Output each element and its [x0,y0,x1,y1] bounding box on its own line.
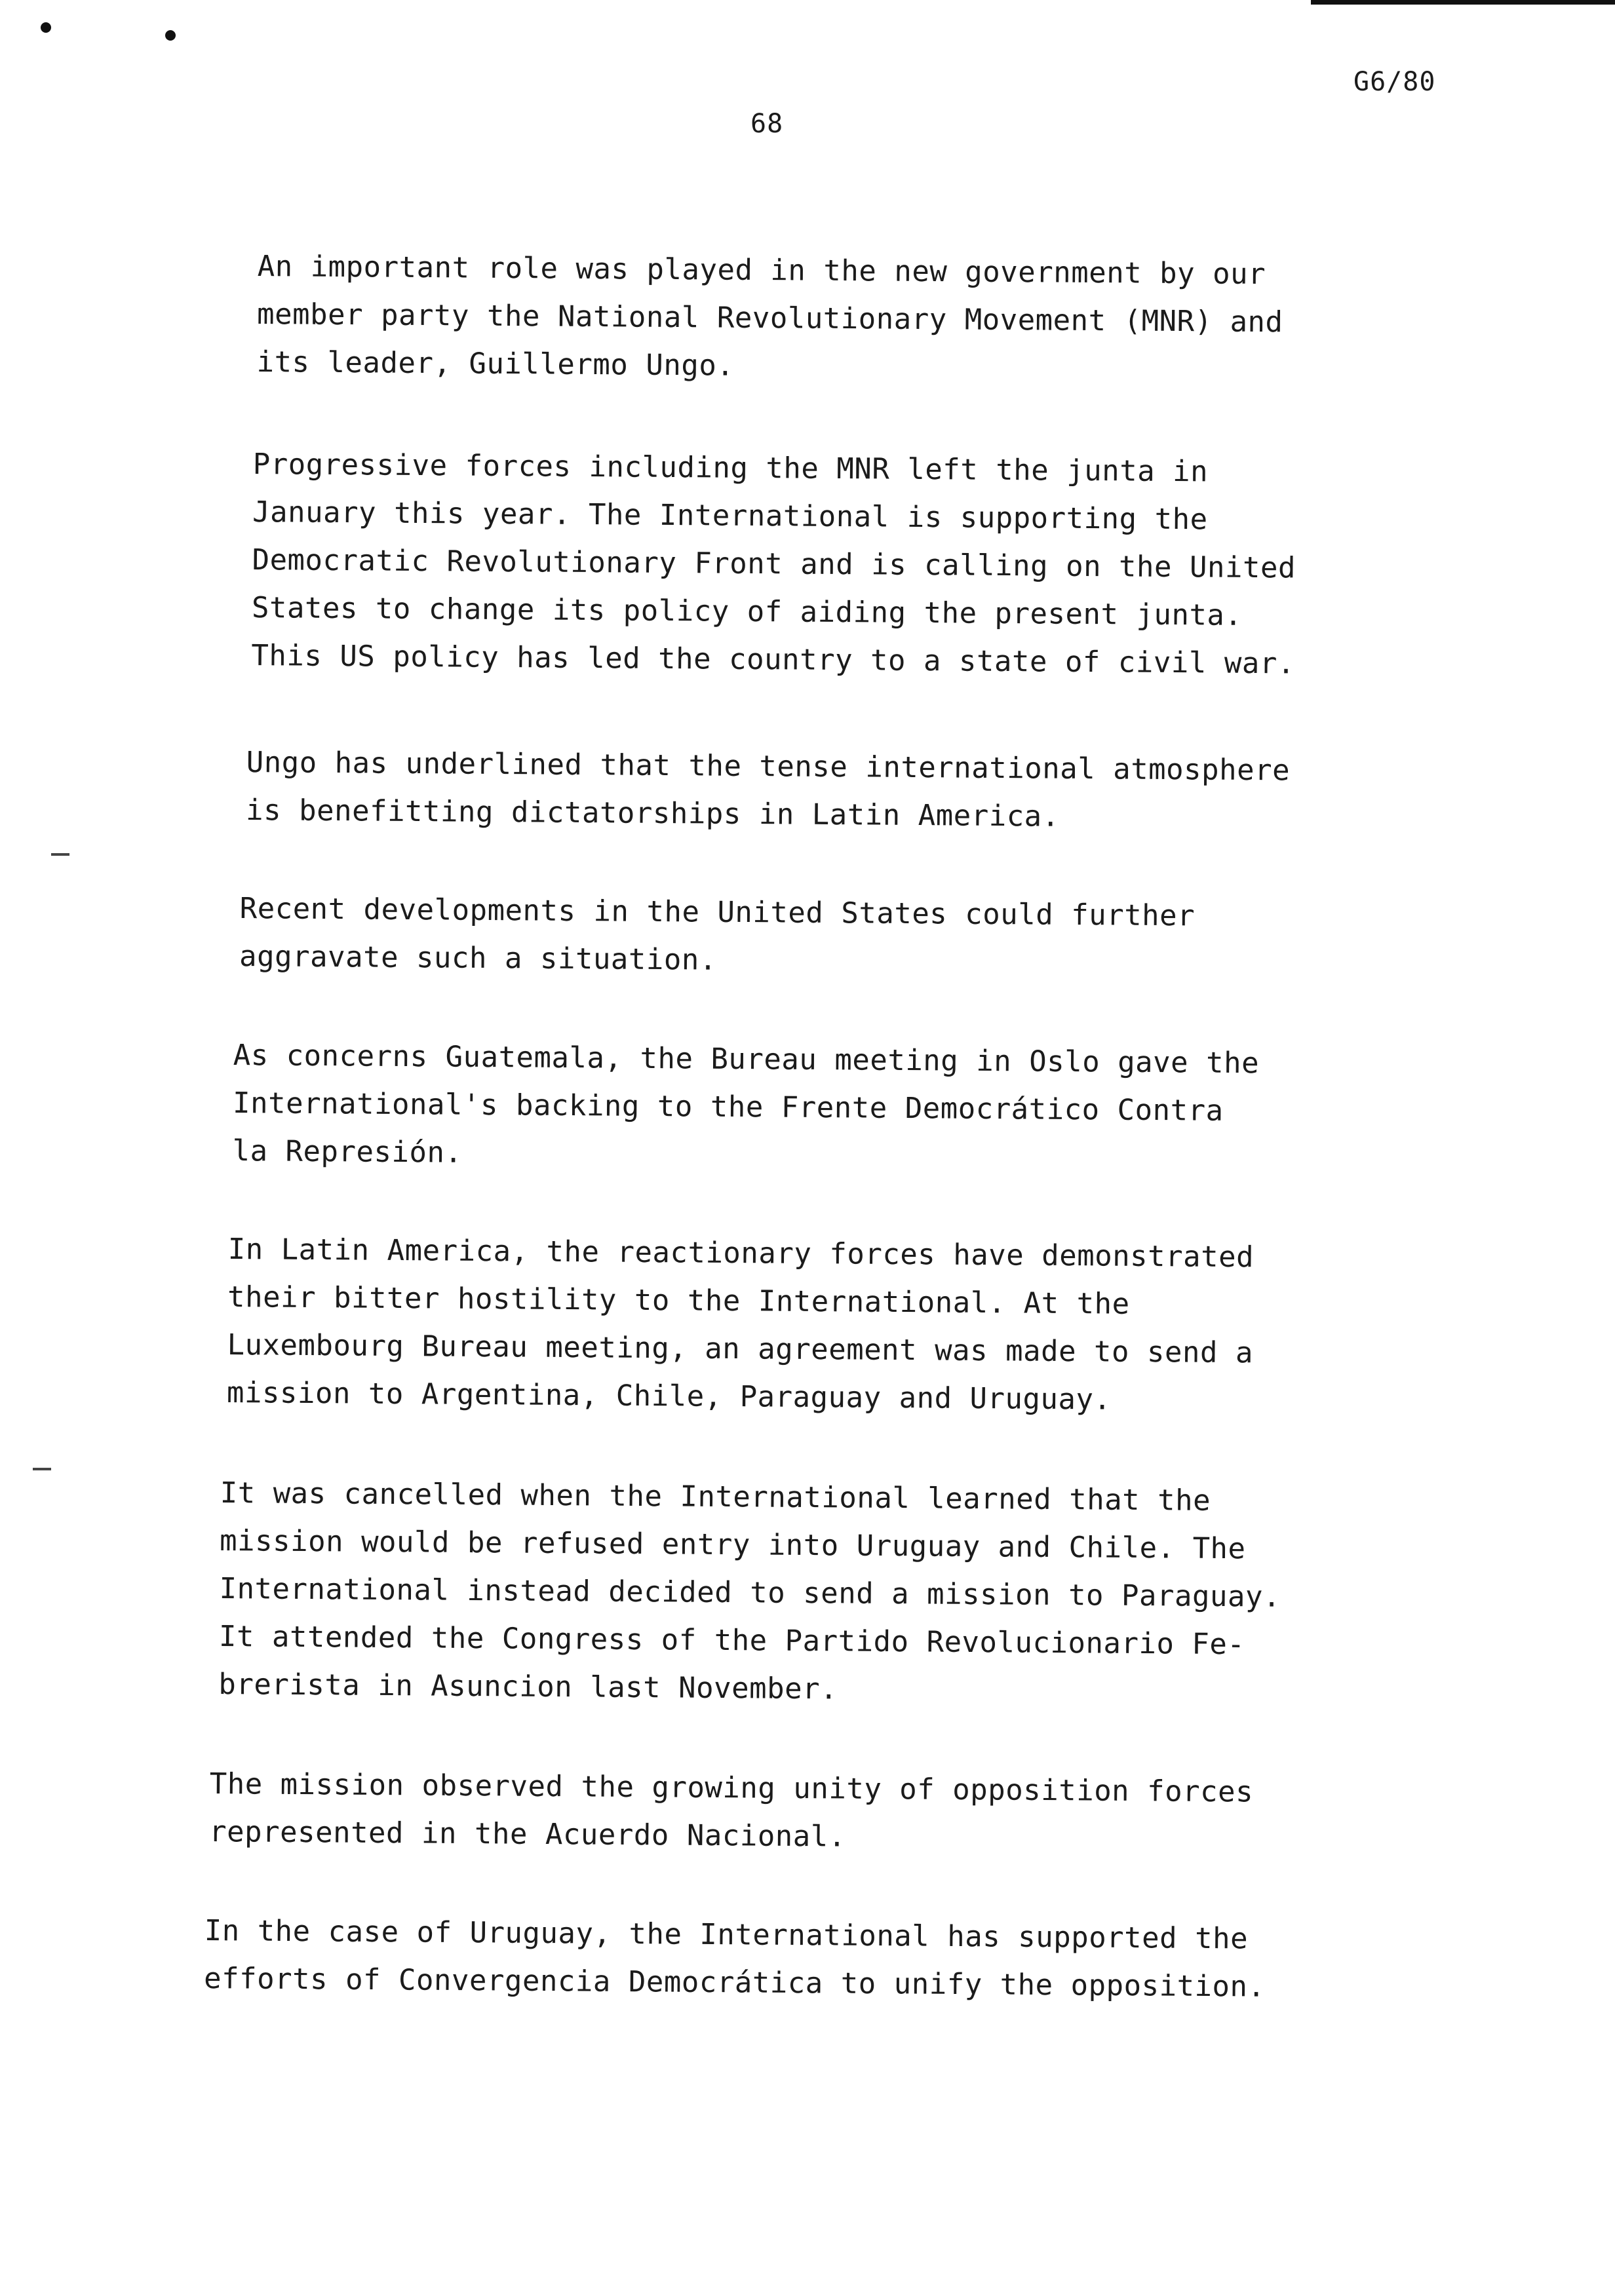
page-number: 68 [750,109,784,139]
text-line: International instead decided to send a mission to Paraguay. [219,1571,1281,1614]
paragraph-uruguay [204,1907,1266,2011]
text-line: An important role was played in the new government by our [257,249,1266,292]
text-line: The mission observed the growing unity of opposition forces [209,1767,1254,1809]
paragraph-guatemala [232,1031,1259,1183]
top-edge-rule [1311,0,1615,5]
text-line: their bitter hostility to the International. At the [227,1280,1130,1321]
paragraph-mission-cancelled [218,1469,1281,1717]
text-line: brerista in Asuncion last November. [218,1667,838,1706]
text-line: Progressive forces including the MNR left the junta in [252,447,1209,489]
text-line: Recent developments in the United States could further [239,891,1196,933]
punch-mark-dot [41,22,51,33]
text-line: its leader, Guillermo Ungo. [256,345,735,383]
text-line: mission would be refused entry into Uruguay and Chile. The [219,1523,1246,1566]
paragraph-recent-developments [239,885,1196,987]
text-line: Luxembourg Bureau meeting, an agreement was made to send a [227,1328,1254,1370]
text-line: States to change its policy of aiding the present junta. [251,590,1243,632]
text-line: This US policy has led the country to a state of civil war. [251,638,1296,681]
punch-mark-dot [165,30,176,41]
margin-mark [51,853,69,856]
text-line: In the case of Uruguay, the International has supported the [204,1913,1249,1956]
text-line: efforts of Convergencia Democrática to unify the opposition. [203,1961,1266,2004]
text-line: la Represión. [232,1134,463,1170]
text-line: January this year. The International is supporting the [252,495,1208,537]
text-line: International's backing to the Frente Democrático Contra [232,1086,1224,1128]
document-code: G6/80 [1353,67,1436,97]
paragraph-mnr-role [256,242,1283,394]
paragraph-mission-observed [209,1760,1254,1864]
paragraph-latin-america-hostility [227,1225,1255,1425]
text-line: It was cancelled when the International learned that the [220,1476,1211,1518]
text-line: It attended the Congress of the Partido Revolucionario Fe- [218,1619,1245,1662]
text-line: In Latin America, the reactionary forces have demonstrated [227,1232,1255,1274]
paragraph-ungo-atmosphere [246,738,1291,843]
text-line: member party the National Revolutionary Movement (MNR) and [256,297,1283,339]
paragraph-progressive-forces [251,440,1296,687]
text-line: Democratic Revolutionary Front and is calling on the United [252,543,1296,585]
margin-mark [33,1468,51,1470]
text-line: Ungo has underlined that the tense international atmosphere [246,745,1291,788]
text-line: represented in the Acuerdo Nacional. [208,1814,846,1854]
text-line: is benefitting dictatorships in Latin America. [245,793,1060,833]
text-line: mission to Argentina, Chile, Paraguay and Uruguay. [226,1375,1112,1417]
text-line: As concerns Guatemala, the Bureau meeting in Oslo gave the [233,1038,1260,1081]
text-line: aggravate such a situation. [239,939,718,977]
